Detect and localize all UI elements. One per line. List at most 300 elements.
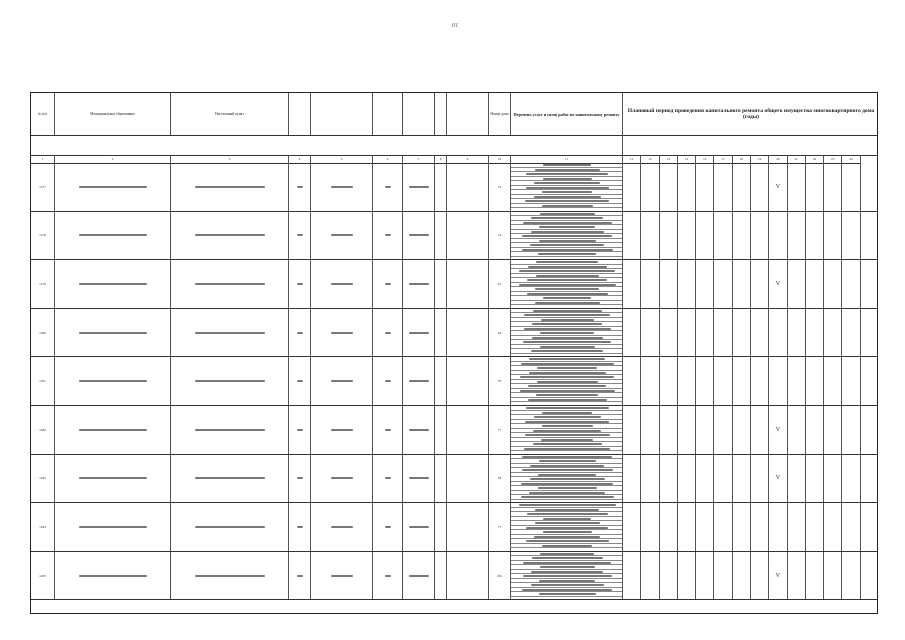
address-cell (289, 455, 311, 503)
illegible-text (536, 394, 598, 396)
table-row (31, 260, 877, 309)
illegible-text (540, 332, 594, 334)
illegible-text (529, 372, 606, 374)
row-number: 1177 (31, 163, 55, 211)
illegible-text (331, 526, 353, 528)
illegible-text (542, 205, 593, 207)
year-cell (751, 260, 769, 308)
address-cell (447, 552, 489, 600)
year-cell (678, 455, 696, 503)
year-cell (660, 212, 678, 260)
illegible-text (79, 575, 147, 577)
illegible-text (536, 275, 599, 277)
address-cell (171, 309, 289, 357)
year-cell (861, 163, 878, 211)
address-cell (373, 163, 403, 211)
column-number: 6 (373, 155, 403, 163)
year-cell (842, 309, 860, 357)
illegible-text (522, 456, 612, 458)
column-number: 12 (623, 155, 641, 163)
address-cell (373, 212, 403, 260)
works-list-line (511, 495, 622, 500)
table-row (31, 503, 877, 552)
year-cell (714, 406, 732, 454)
row-number: 1181 (31, 357, 55, 405)
year-cell (861, 357, 878, 405)
address-cell (435, 406, 447, 454)
illegible-text (530, 478, 605, 480)
illegible-text (527, 513, 608, 515)
address-cell (373, 503, 403, 551)
table-row (31, 212, 877, 261)
illegible-text (541, 439, 593, 441)
illegible-text (524, 314, 610, 316)
column-number: 14 (660, 155, 678, 163)
address-cell (311, 357, 373, 405)
address-cell (171, 503, 289, 551)
address-cell (55, 552, 171, 600)
works-list-line (511, 592, 622, 597)
year-cell (769, 357, 787, 405)
address-cell (289, 357, 311, 405)
year-cell (861, 309, 878, 357)
illegible-text (409, 477, 429, 479)
address-cell (373, 309, 403, 357)
year-cell (678, 503, 696, 551)
illegible-text (525, 434, 610, 436)
year-cell (769, 260, 787, 308)
year-cell (696, 260, 714, 308)
address-cell (447, 212, 489, 260)
address-cell (171, 552, 289, 600)
year-cell (641, 406, 659, 454)
illegible-text (537, 367, 597, 369)
illegible-text (385, 283, 391, 285)
illegible-text (519, 504, 616, 506)
illegible-text (526, 540, 609, 542)
row-number: 1180 (31, 309, 55, 357)
illegible-text (331, 477, 353, 479)
header-municipality: Муниципальное образование (55, 93, 171, 135)
house-number: 72 (489, 163, 511, 211)
illegible-text (331, 429, 353, 431)
row-number: 1182 (31, 406, 55, 454)
illegible-text (79, 477, 147, 479)
year-cell (714, 163, 732, 211)
year-cell (733, 212, 751, 260)
year-cell (678, 163, 696, 211)
year-cell (660, 357, 678, 405)
header-house-number: Номер дома (489, 93, 511, 135)
column-number: 23 (824, 155, 842, 163)
house-number: 44 (489, 309, 511, 357)
illegible-text (542, 545, 592, 547)
illegible-text (195, 526, 265, 528)
illegible-text (519, 270, 615, 272)
year-cell (806, 357, 824, 405)
header-settlement: Населенный пункт (171, 93, 289, 135)
illegible-text (542, 412, 592, 414)
address-cell (55, 503, 171, 551)
illegible-text (521, 363, 614, 365)
table-row (31, 309, 877, 358)
year-cell (806, 455, 824, 503)
illegible-text (331, 234, 353, 236)
address-cell (171, 260, 289, 308)
illegible-text (526, 407, 609, 409)
years-header-spacer (31, 135, 623, 155)
year-cell (623, 503, 641, 551)
illegible-text (538, 474, 596, 476)
illegible-text (542, 191, 592, 193)
illegible-text (533, 430, 601, 432)
year-cell (824, 260, 842, 308)
illegible-text (520, 390, 615, 392)
year-cell (623, 309, 641, 357)
address-cell (447, 357, 489, 405)
works-list (511, 503, 623, 551)
year-cell (641, 503, 659, 551)
header-corpus (403, 93, 435, 135)
address-cell (447, 260, 489, 308)
illegible-text (409, 429, 429, 431)
header-period: Плановый период проведения капитального ремонта общего имущества многоквартирного дома (годы) (627, 107, 875, 120)
header-letter (447, 93, 489, 135)
illegible-text (297, 429, 303, 431)
address-cell (403, 309, 435, 357)
address-cell (171, 357, 289, 405)
works-list-line (511, 447, 622, 452)
column-number: 19 (751, 155, 769, 163)
illegible-text (521, 496, 614, 498)
year-cell (824, 406, 842, 454)
illegible-text (528, 385, 606, 387)
year-cell (769, 309, 787, 357)
header-house (373, 93, 403, 135)
row-number: 1178 (31, 212, 55, 260)
address-cell (447, 309, 489, 357)
year-cell (842, 455, 860, 503)
year-cell (861, 406, 878, 454)
header-num: № п/п (31, 93, 55, 135)
year-cell (842, 357, 860, 405)
column-number: 22 (806, 155, 824, 163)
year-cell (806, 309, 824, 357)
illegible-text (409, 380, 429, 382)
column-number: 3 (171, 155, 289, 163)
table-body (31, 163, 877, 613)
year-cell (824, 552, 842, 600)
header-building (435, 93, 447, 135)
table-row (31, 357, 877, 406)
column-number: 1 (31, 155, 55, 163)
illegible-text (297, 526, 303, 528)
year-cell (623, 212, 641, 260)
header-street (311, 93, 373, 135)
year-cell (733, 357, 751, 405)
year-cell (678, 357, 696, 405)
address-cell (311, 212, 373, 260)
year-cell (751, 552, 769, 600)
year-cell (696, 309, 714, 357)
illegible-text (539, 240, 596, 242)
illegible-text (522, 235, 612, 237)
illegible-text (409, 283, 429, 285)
column-number: 20 (769, 155, 787, 163)
year-cell (696, 357, 714, 405)
illegible-text (523, 562, 611, 564)
address-cell (435, 212, 447, 260)
illegible-text (529, 492, 605, 494)
year-cell (824, 163, 842, 211)
illegible-text (526, 187, 609, 189)
illegible-text (539, 593, 596, 595)
illegible-text (531, 350, 603, 352)
illegible-text (79, 332, 147, 334)
year-cell (641, 163, 659, 211)
works-list (511, 309, 623, 357)
column-number: 17 (714, 155, 732, 163)
year-cell (678, 552, 696, 600)
year-cell (842, 406, 860, 454)
year-cell (660, 163, 678, 211)
year-cell (696, 455, 714, 503)
address-cell (403, 357, 435, 405)
works-list (511, 406, 623, 454)
works-list-line (511, 301, 622, 306)
address-cell (289, 406, 311, 454)
column-number: 10 (489, 155, 511, 163)
address-cell (403, 163, 435, 211)
address-cell (171, 406, 289, 454)
illegible-text (297, 234, 303, 236)
year-cell (623, 163, 641, 211)
year-cell (641, 357, 659, 405)
illegible-text (385, 477, 391, 479)
illegible-text (528, 399, 607, 401)
illegible-text (536, 261, 598, 263)
illegible-text (331, 332, 353, 334)
illegible-text (195, 234, 265, 236)
year-cell (861, 212, 878, 260)
year-cell (788, 455, 806, 503)
illegible-text (526, 527, 608, 529)
illegible-text (532, 557, 603, 559)
address-cell (311, 455, 373, 503)
year-columns (623, 135, 878, 155)
address-cell (289, 309, 311, 357)
house-number: 77 (489, 406, 511, 454)
year-cell (788, 552, 806, 600)
year-cell (769, 163, 787, 211)
address-cell (55, 455, 171, 503)
scheduled-mark: V (775, 183, 781, 190)
row-number: 1183 (31, 455, 55, 503)
address-cell (171, 163, 289, 211)
address-cell (289, 503, 311, 551)
year-cell (751, 503, 769, 551)
year-cell (769, 552, 787, 600)
illegible-text (541, 319, 594, 321)
year-cell (788, 260, 806, 308)
year-cell (660, 406, 678, 454)
address-cell (403, 212, 435, 260)
year-cell (678, 406, 696, 454)
year-cell (861, 552, 878, 600)
year-cell (788, 406, 806, 454)
year-cell (861, 260, 878, 308)
illegible-text (535, 169, 600, 171)
address-cell (403, 406, 435, 454)
year-cell (806, 552, 824, 600)
column-number: 8 (435, 155, 447, 163)
works-list-line (511, 349, 622, 354)
year-cell (806, 503, 824, 551)
illegible-text (535, 288, 599, 290)
row-number: 1185 (31, 552, 55, 600)
illegible-text (385, 526, 391, 528)
year-cell (714, 260, 732, 308)
address-cell (403, 503, 435, 551)
illegible-text (538, 487, 597, 489)
address-cell (373, 552, 403, 600)
illegible-text (331, 575, 353, 577)
year-cell (788, 163, 806, 211)
year-cell (641, 455, 659, 503)
address-cell (403, 552, 435, 600)
illegible-text (524, 328, 611, 330)
illegible-text (525, 421, 609, 423)
illegible-text (79, 429, 147, 431)
illegible-text (297, 380, 303, 382)
year-cell (751, 309, 769, 357)
year-cell (769, 503, 787, 551)
address-cell (447, 406, 489, 454)
illegible-text (543, 297, 591, 299)
row-number: 1184 (31, 503, 55, 551)
illegible-text (538, 253, 596, 255)
column-number: 7 (403, 155, 435, 163)
illegible-text (534, 416, 601, 418)
year-cell (824, 455, 842, 503)
year-cell (714, 552, 732, 600)
works-list (511, 212, 623, 260)
illegible-text (523, 341, 611, 343)
illegible-text (409, 234, 429, 236)
illegible-text (539, 226, 595, 228)
illegible-text (533, 443, 602, 445)
column-number: 9 (447, 155, 489, 163)
illegible-text (540, 213, 595, 215)
address-cell (435, 309, 447, 357)
year-cell (714, 309, 732, 357)
address-cell (373, 357, 403, 405)
address-cell (435, 552, 447, 600)
address-cell (55, 309, 171, 357)
address-cell (289, 552, 311, 600)
column-number: 21 (788, 155, 806, 163)
illegible-text (195, 283, 265, 285)
illegible-text (297, 186, 303, 188)
illegible-text (531, 584, 604, 586)
works-list (511, 260, 623, 308)
table-header (31, 93, 878, 136)
house-number: 78 (489, 455, 511, 503)
illegible-text (195, 477, 265, 479)
year-cell (842, 163, 860, 211)
illegible-text (527, 279, 607, 281)
address-cell (311, 260, 373, 308)
illegible-text (537, 381, 598, 383)
year-cell (641, 260, 659, 308)
year-cell (824, 503, 842, 551)
illegible-text (542, 425, 593, 427)
illegible-text (521, 483, 613, 485)
year-cell (788, 309, 806, 357)
year-cell (696, 503, 714, 551)
illegible-text (539, 580, 595, 582)
year-cell (733, 260, 751, 308)
address-cell (311, 163, 373, 211)
column-number: 24 (842, 155, 860, 163)
year-cell (660, 309, 678, 357)
illegible-text (539, 460, 596, 462)
illegible-text (385, 575, 391, 577)
illegible-text (331, 283, 353, 285)
year-cell (696, 552, 714, 600)
illegible-text (409, 526, 429, 528)
year-cell (696, 406, 714, 454)
address-cell (435, 503, 447, 551)
illegible-text (331, 186, 353, 188)
year-cell (678, 309, 696, 357)
illegible-text (533, 310, 602, 312)
illegible-text (331, 380, 353, 382)
capital-repair-table (30, 92, 878, 614)
illegible-text (535, 509, 599, 511)
house-number: 252 (489, 552, 511, 600)
works-list-line (511, 252, 622, 257)
header-works: Перечень услуг и (или) работ по капитальному ремонту (511, 93, 623, 135)
address-cell (403, 455, 435, 503)
illegible-text (534, 196, 601, 198)
house-number: 70 (489, 357, 511, 405)
illegible-text (543, 164, 591, 166)
works-list (511, 357, 623, 405)
illegible-text (385, 380, 391, 382)
illegible-text (385, 429, 391, 431)
year-cell (641, 552, 659, 600)
illegible-text (534, 182, 600, 184)
year-cell (678, 212, 696, 260)
illegible-text (540, 553, 594, 555)
table-row (31, 406, 877, 455)
year-cell (733, 163, 751, 211)
year-cell (751, 212, 769, 260)
illegible-text (524, 448, 610, 450)
address-cell (55, 163, 171, 211)
year-cell (769, 212, 787, 260)
illegible-text (79, 380, 147, 382)
address-cell (435, 455, 447, 503)
illegible-text (79, 283, 147, 285)
year-cell (769, 455, 787, 503)
page-number: ПТ (451, 24, 459, 29)
year-cell (806, 260, 824, 308)
column-number: 16 (696, 155, 714, 163)
year-cell (696, 163, 714, 211)
illegible-text (531, 231, 604, 233)
